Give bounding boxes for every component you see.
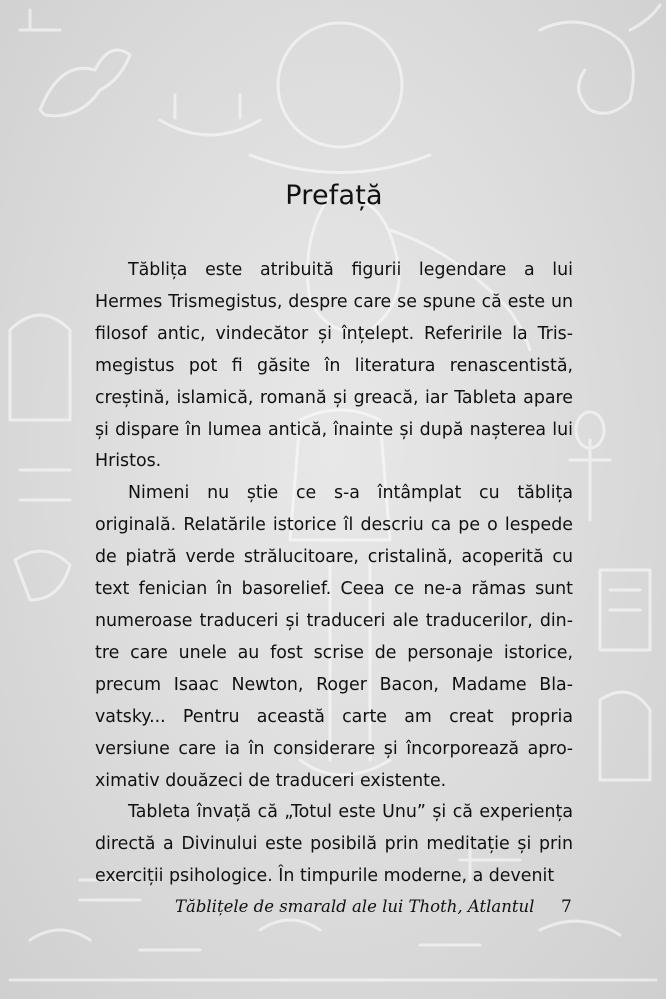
paragraph-2: Nimeni nu știe ce s-a întâmplat cu tăblița originală. Relatările istorice îl descriu ca pe o lespede de piatră verde strălucitoare, cristalină, acoperită cu text fenician în basorelief. Ceea ce ne-a rămas sunt numeroase traduceri și traduceri ale traducerilor, dintre care unele au fost scrise de personaje istorice, precum Isaac Newton, Roger Bacon, Madame Blavatsky... Pentru această carte am creat propria versiune care ia în considerare și încorporează aproximativ douăzeci de traduceri existente. (95, 483, 573, 791)
page-title: Prefață (285, 180, 383, 211)
running-footer-title: Tăblițele de smarald ale lui Thoth, Atlantul (175, 897, 535, 916)
page-footer (0, 897, 666, 923)
page-number: 7 (561, 897, 572, 917)
body-text (95, 255, 573, 893)
paragraph-3: Tableta învață că „Totul este Unu” și că experiența directă a Divinului este posibilă prin meditație și prin exerciții psihologice. În timpurile moderne, a devenit (95, 802, 573, 887)
paragraph-1: Tăblița este atribuită figurii legendare a lui Hermes Trismegistus, despre care se spune că este un filosof antic, vindecător și înțelept. Referirile la Trismegistus pot fi găsite în literatura renascentistă, creștină, islamică, romană și greacă, iar Tableta apare și dispare în lumea antică, înainte și după nașterea lui Hristos. (95, 260, 573, 472)
